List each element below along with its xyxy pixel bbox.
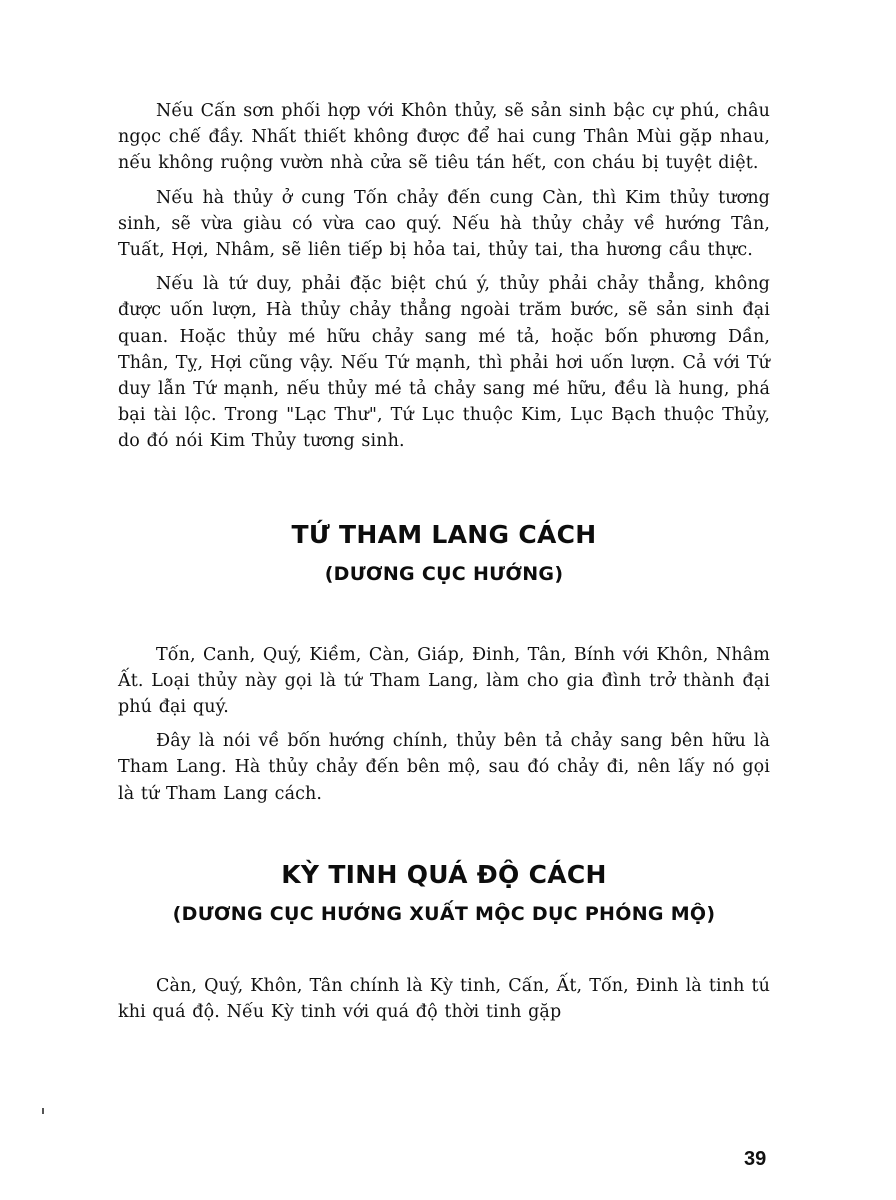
section-heading-tu-tham-lang (118, 519, 770, 587)
section-subtitle: (DƯƠNG CỤC HƯỚNG) (324, 562, 564, 585)
section-heading-ky-tinh-qua-do (118, 859, 770, 927)
section-subtitle: (DƯƠNG CỤC HƯỚNG XUẤT MỘC DỤC PHÓNG MỘ) (172, 902, 716, 925)
page-number: 39 (744, 1148, 767, 1170)
body-paragraph: Tốn, Canh, Quý, Kiềm, Càn, Giáp, Đinh, Tân, Bính với Khôn, Nhâm Ất. Loại thủy này gọi là tứ Tham Lang, làm cho gia đình trở thành đại phú đại quý. (118, 644, 770, 718)
book-page-content (118, 98, 770, 1025)
section-title: KỲ TINH QUÁ ĐỘ CÁCH (281, 859, 607, 889)
body-paragraph: Nếu hà thủy ở cung Tốn chảy đến cung Càn, thì Kim thủy tương sinh, sẽ vừa giàu có vừa cao quý. Nếu hà thủy chảy về hướng Tân, Tuất, Hợi, Nhâm, sẽ liên tiếp bị hỏa tai, thủy tai, tha hương cầu thực. (118, 187, 770, 261)
body-paragraph: Đây là nói về bốn hướng chính, thủy bên tả chảy sang bên hữu là Tham Lang. Hà thủy chảy đến bên mộ, sau đó chảy đi, nên lấy nó gọi là tứ Tham Lang cách. (118, 731, 770, 804)
section-title: TỨ THAM LANG CÁCH (291, 519, 597, 549)
body-paragraph: Nếu Cấn sơn phối hợp với Khôn thủy, sẽ sản sinh bậc cự phú, châu ngọc chế đầy. Nhất thiết không được để hai cung Thân Mùi gặp nhau, nếu không ruộng vườn nhà cửa sẽ tiêu tán hết, con cháu bị tuyệt diệt. (118, 101, 770, 174)
section-body (118, 973, 770, 1025)
body-paragraph: Càn, Quý, Khôn, Tân chính là Kỳ tinh, Cấn, Ất, Tốn, Đinh là tinh tú khi quá độ. Nếu Kỳ tinh với quá độ thời tinh gặp (118, 975, 770, 1023)
section-body (118, 642, 770, 807)
body-paragraph: Nếu là tứ duy, phải đặc biệt chú ý, thủy phải chảy thẳng, không được uốn lượn, Hà thủy chảy thẳng ngoài trăm bước, sẽ sản sinh đại quan. Hoặc thủy mé hữu chảy sang mé tả, hoặc bốn phương Dần, Thân, Tỵ, Hợi cũng vậy. Nếu Tứ mạnh, thì phải hơi uốn lượn. Cả với Tứ duy lẫn Tứ mạnh, nếu thủy mé tả chảy sang mé hữu, đều là hung, phá bại tài lộc. Trong "Lạc Thư", Tứ Lục thuộc Kim, Lục Bạch thuộc Thủy, do đó nói Kim Thủy tương sinh. (118, 274, 770, 452)
scan-artifact-mark (42, 1108, 44, 1114)
